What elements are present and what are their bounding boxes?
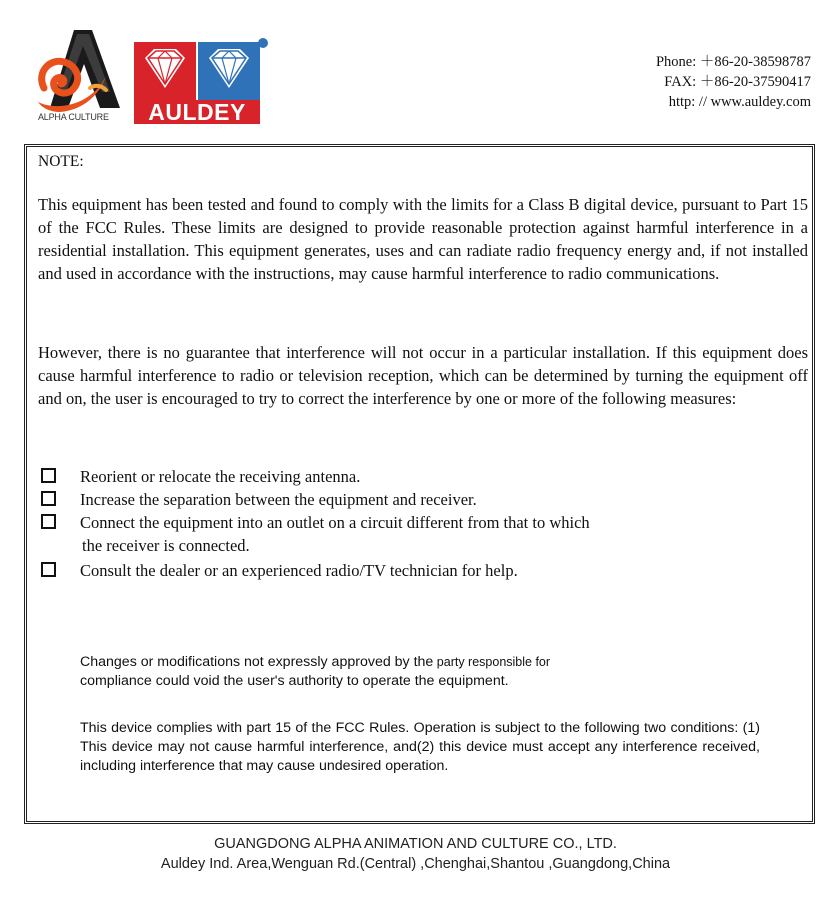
measure-text: Increase the separation between the equipment and receiver. — [80, 490, 477, 509]
checkbox-icon — [41, 562, 56, 577]
contact-fax: FAX: ＋86-20-37590417 — [664, 74, 811, 90]
checkbox-icon — [41, 468, 56, 483]
note-title: NOTE: — [38, 153, 84, 170]
company-address: Auldey Ind. Area,Wenguan Rd.(Central) ,Chenghai,Shantou ,Guangdong,China — [160, 856, 671, 872]
auldey-logo-text: AULDEY — [148, 99, 246, 125]
measure-text: Reorient or relocate the receiving antenna. — [80, 467, 361, 486]
modifications-warning-line2: compliance could void the user's authority to operate the equipment. — [80, 673, 509, 689]
checkbox-icon — [41, 491, 56, 506]
checkbox-icon — [41, 514, 56, 529]
part15-compliance-statement: This device complies with part 15 of the FCC Rules. Operation is subject to the following two conditions: (1) This device may not cause harmful interference, and(2) this device must accept any interference received, including interference that may cause undesired operation. — [80, 720, 760, 774]
measure-text: Consult the dealer or an experienced radio/TV technician for help. — [80, 561, 518, 580]
measure-text-continued: the receiver is connected. — [82, 536, 250, 555]
modifications-warning-tail: party responsible for — [433, 655, 551, 669]
alpha-culture-logo — [30, 28, 128, 124]
contact-website: http: // www.auldey.com — [668, 94, 811, 110]
compliance-paragraph-2: However, there is no guarantee that interference will not occur in a particular installation. If this equipment does cause harmful interference to radio or television reception, which can be determined by turning the equipment off and on, the user is encouraged to try to correct the interference by one or more of the following measures: — [38, 343, 808, 408]
contact-info — [656, 52, 811, 112]
page-header — [0, 0, 831, 140]
registered-mark-icon — [258, 38, 268, 48]
measure-item — [38, 511, 808, 557]
measure-item — [38, 488, 808, 511]
measure-text: Connect the equipment into an outlet on a circuit different from that to which — [80, 513, 590, 532]
measure-item — [38, 559, 808, 582]
fcc-notice-box — [24, 144, 815, 824]
modifications-warning — [80, 653, 760, 691]
contact-phone: Phone: ＋86-20-38598787 — [655, 54, 811, 70]
measures-list — [38, 465, 808, 582]
alpha-logo-caption: ALPHA CULTURE — [38, 112, 109, 122]
company-name: GUANGDONG ALPHA ANIMATION AND CULTURE CO., LTD. — [214, 836, 617, 852]
modifications-warning-text: Changes or modifications not expressly approved by the — [80, 654, 434, 670]
page-footer — [0, 834, 831, 874]
compliance-paragraph-1: This equipment has been tested and found to comply with the limits for a Class B digital device, pursuant to Part 15 of the FCC Rules. These limits are designed to provide reasonable protection against harmful interference in a residential installation. This equipment generates, uses and can radiate radio frequency energy and, if not installed and used in accordance with the instructions, may cause harmful interference to radio communications. — [38, 195, 808, 283]
measure-item — [38, 465, 808, 488]
